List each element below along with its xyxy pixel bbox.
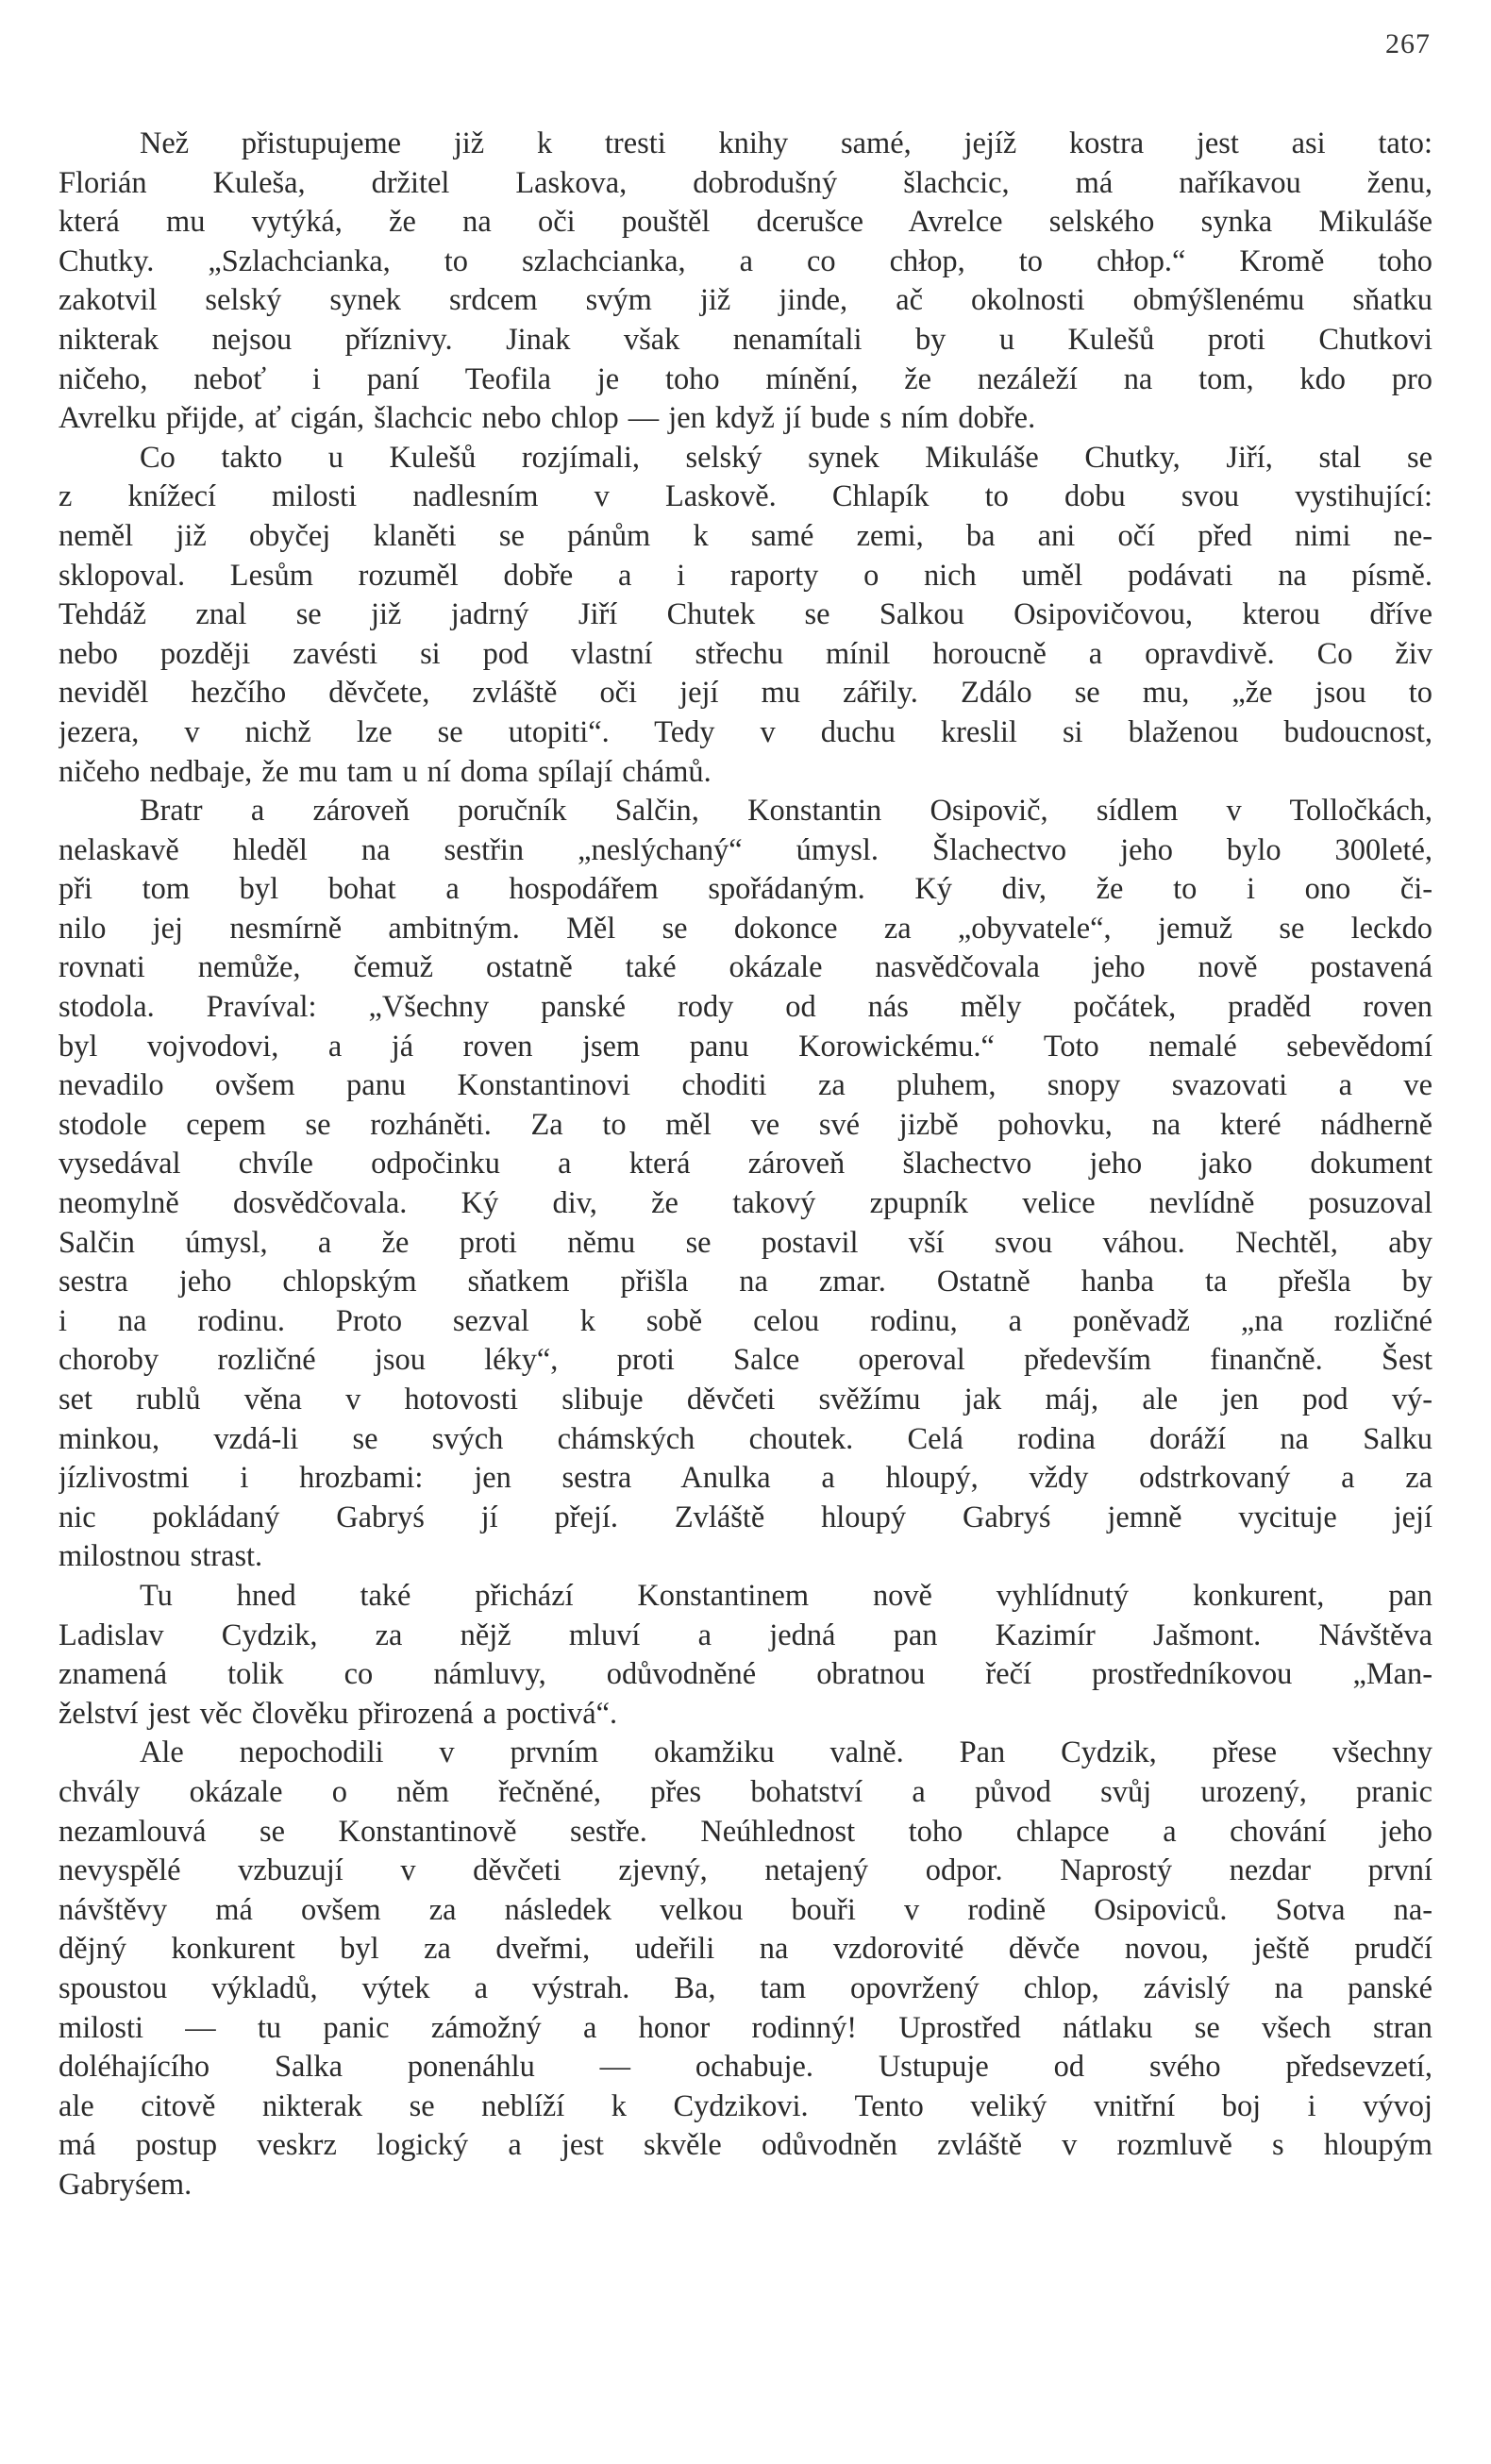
text-line: zakotvil selský synek srdcem svým již jinde, ač okolnosti obmýšlenému sňatku [59,283,1432,318]
text-line: Ale nepochodili v prvním okamžiku valně. Pan Cydzik, přese všechny [140,1735,1432,1770]
text-line: nelaskavě hleděl na sestřin „neslýchaný“ úmysl. Šlachectvo jeho bylo 300leté, [59,832,1432,867]
text-line: Co takto u Kulešů rozjímali, selský synek Mikuláše Chutky, Jiří, stal se [140,440,1432,475]
text-line: stodole cepem se rozháněti. Za to měl ve své jizbě pohovku, na které nádherně [59,1107,1432,1142]
text-line: vysedával chvíle odpočinku a která zároveň šlachectvo jeho jako dokument [59,1147,1432,1182]
text-line: choroby rozličné jsou léky“, proti Salce operoval především finančně. Šest [59,1343,1432,1378]
text-line: Florián Kuleša, držitel Laskova, dobrodušný šlachcic, má naříkavou ženu, [59,165,1432,200]
text-line: nezamlouvá se Konstantinově sestře. Neúhlednost toho chlapce a chování jeho [59,1814,1432,1849]
text-line: Bratr a zároveň poručník Salčin, Konstantin Osipovič, sídlem v Tolločkách, [140,794,1432,829]
text-line: při tom byl bohat a hospodářem spořádaným. Ký div, že to i ono či- [59,872,1432,907]
text-line: ničeho nedbaje, že mu tam u ní doma spílají chámů. [59,754,712,789]
text-line: Tu hned také přichází Konstantinem nově vyhlídnutý konkurent, pan [140,1578,1432,1613]
text-line: sklopoval. Lesům rozuměl dobře a i raporty o nich uměl podávati na písmě. [59,558,1432,593]
text-line: má postup veskrz logický a jest skvěle odůvodněn zvláště v rozmluvě s hloupým [59,2128,1432,2163]
page-number: 267 [1385,28,1431,59]
paragraph-2 [59,439,1432,792]
text-line: dějný konkurent byl za dveřmi, udeřili na vzdorovité děvče novou, ještě prudčí [59,1932,1432,1967]
text-line: Chutky. „Szlachcianka, to szlachcianka, a co chłop, to chłop.“ Kromě toho [59,243,1432,278]
text-line: Gabryśem. [59,2167,193,2202]
paragraph-1 [59,125,1432,439]
text-line: nic pokládaný Gabryś jí přejí. Zvláště hloupý Gabryś jemně vycituje její [59,1500,1432,1534]
text-line: milosti — tu panic zámožný a honor rodinný! Uprostřed nátlaku se všech stran [59,2010,1432,2045]
paragraph-3 [59,792,1432,1577]
text-line: neomylně dosvědčovala. Ký div, že takový zpupník velice nevlídně posuzoval [59,1186,1432,1221]
text-line: z knížecí milosti nadlesním v Laskově. Chlapík to dobu svou vystihující: [59,479,1432,514]
text-line: nilo jej nesmírně ambitným. Měl se dokonce za „obyvatele“, jemuž se leckdo [59,911,1432,946]
text-line: Avrelku přijde, ať cigán, šlachcic nebo chlop — jen když jí bude s ním dobře. [59,401,1036,436]
text-line: minkou, vzdá-li se svých chámských choutek. Celá rodina doráží na Salku [59,1421,1432,1456]
text-line: jízlivostmi i hrozbami: jen sestra Anulka a hloupý, vždy odstrkovaný a za [59,1461,1432,1496]
paragraph-4 [59,1577,1432,1734]
text-line: nebo později zavésti si pod vlastní střechu mínil horoucně a opravdivě. Co živ [59,636,1432,671]
text-line: nevyspělé vzbuzují v děvčeti zjevný, netajený odpor. Naprostý nezdar první [59,1853,1432,1888]
text-line: návštěvy má ovšem za následek velkou bouři v rodině Osipoviců. Sotva na- [59,1892,1432,1927]
text-line: jezera, v nichž lze se utopiti“. Tedy v duchu kreslil si blaženou budoucnost, [59,714,1432,749]
text-line: rovnati nemůže, čemuž ostatně také okázale nasvědčovala jeho nově postavená [59,950,1432,985]
paragraph-5 [59,1734,1432,2204]
text-line: Ladislav Cydzik, za nějž mluví a jedná pan Kazimír Jašmont. Návštěva [59,1618,1432,1652]
text-line: nevadilo ovšem panu Konstantinovi choditi za pluhem, snopy svazovati a ve [59,1068,1432,1103]
text-line: ničeho, neboť i paní Teofila je toho mínění, že nezáleží na tom, kdo pro [59,361,1432,396]
text-line: Tehdáž znal se již jadrný Jiří Chutek se Salkou Osipovičovou, kterou dříve [59,597,1432,632]
text-line: znamená tolik co námluvy, odůvodněné obratnou řečí prostředníkovou „Man- [59,1657,1432,1692]
text-line: stodola. Pravíval: „Všechny panské rody od nás měly počátek, praděd roven [59,990,1432,1025]
text-line: Salčin úmysl, a že proti němu se postavil vší svou váhou. Nechtěl, aby [59,1225,1432,1260]
text-line: neviděl hezčího děvčete, zvláště oči její mu zářily. Zdálo se mu, „že jsou to [59,676,1432,711]
text-line: neměl již obyčej klaněti se pánům k samé zemi, ba ani očí před nimi ne- [59,518,1432,553]
text-line: želství jest věc člověku přirozená a poctivá“. [59,1696,618,1731]
text-line: doléhajícího Salka ponenáhlu — ochabuje. Ustupuje od svého předsevzetí, [59,2050,1432,2085]
text-line: Než přistupujeme již k tresti knihy samé, jejíž kostra jest asi tato: [140,126,1432,160]
text-line: která mu vytýká, že na oči pouštěl dcerušce Avrelce selského synka Mikuláše [59,205,1432,240]
body-text [59,125,1432,2204]
text-line: milostnou strast. [59,1539,263,1574]
text-line: byl vojvodovi, a já roven jsem panu Korowickému.“ Toto nemalé sebevědomí [59,1029,1432,1064]
text-line: chvály okázale o něm řečněné, přes bohatství a původ svůj urozený, pranic [59,1774,1432,1809]
text-line: set rublů věna v hotovosti slibuje děvčeti svěžímu jak máj, ale jen pod vý- [59,1383,1432,1416]
text-line: sestra jeho chlopským sňatkem přišla na zmar. Ostatně hanba ta přešla by [59,1265,1432,1299]
text-line: ale citově nikterak se neblíží k Cydzikovi. Tento veliký vnitřní boj i vývoj [59,2088,1432,2123]
text-line: spoustou výkladů, výtek a výstrah. Ba, tam opovržený chlop, závislý na panské [59,1970,1432,2005]
text-line: i na rodinu. Proto sezval k sobě celou rodinu, a poněvadž „na rozličné [59,1303,1432,1338]
text-line: nikterak nejsou příznivy. Jinak však nenamítali by u Kulešů proti Chutkovi [59,322,1432,357]
